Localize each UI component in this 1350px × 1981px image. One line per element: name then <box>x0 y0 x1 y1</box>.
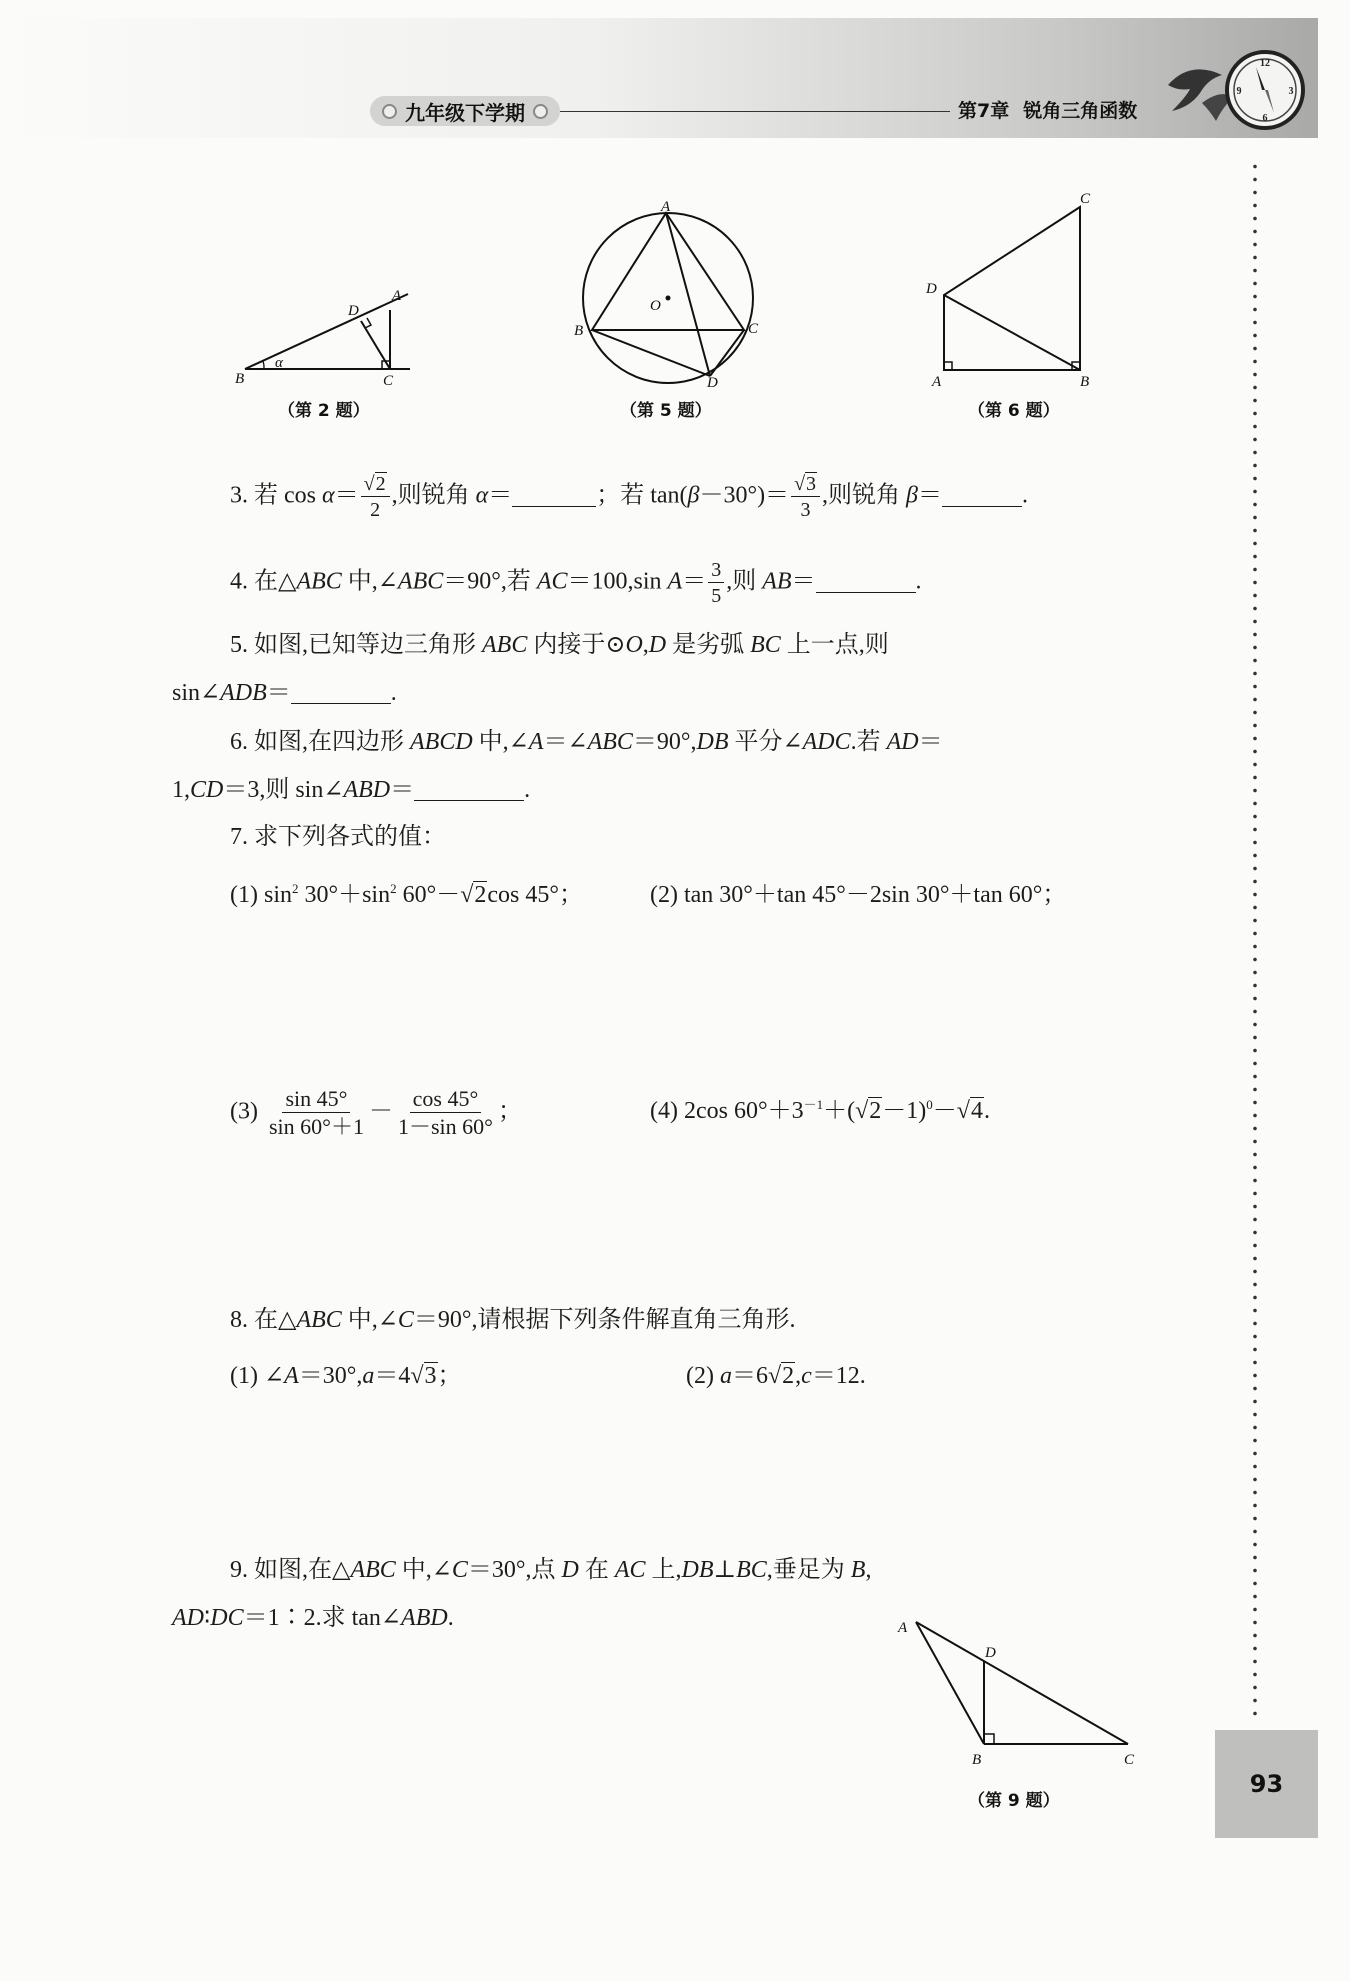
right-angle-mark <box>944 362 952 370</box>
label-B: B <box>1080 374 1090 390</box>
answer-blank[interactable] <box>942 484 1022 507</box>
header-rule <box>560 111 950 112</box>
quadrilateral-ABCD <box>944 207 1080 370</box>
page-number: 93 <box>1249 1770 1284 1798</box>
figure-6 <box>920 185 1100 395</box>
right-angle-mark <box>365 318 371 328</box>
label-D: D <box>926 281 937 297</box>
question-5-line-2: sin∠ADB＝ . <box>172 680 397 706</box>
question-6: 6. 如图,在四边形 ABCD 中,∠A＝∠ABC＝90°,DB 平分∠ADC.若 AD＝ <box>230 729 943 755</box>
label-C: C <box>1124 1752 1135 1768</box>
label-A: A <box>932 374 942 390</box>
compass-number: 9 <box>1236 86 1242 97</box>
label-D: D <box>707 375 718 391</box>
question-8-title: 8. 在△ABC 中,∠C＝90°,请根据下列条件解直角三角形. <box>230 1307 796 1333</box>
chapter-number: 第7章 <box>958 100 1010 122</box>
label-C: C <box>748 321 759 337</box>
line-DB <box>944 295 1080 370</box>
right-angle-mark <box>984 1734 994 1744</box>
label-A: A <box>898 1620 908 1636</box>
chapter-heading <box>958 96 1151 123</box>
grade-badge <box>370 96 560 126</box>
line-AD <box>666 213 710 376</box>
question-7-part-1: (1) $\sin^2 30^\circ+\sin^2$ 60°－√2cos 45°； <box>230 881 583 908</box>
figure-6-caption: （第 6 题） <box>968 401 1060 421</box>
page-number-tab <box>1215 1730 1318 1838</box>
line-AC <box>916 1622 1128 1744</box>
label-A: A <box>392 288 402 304</box>
pill-dot-icon <box>382 104 397 119</box>
margin-dotted-line <box>1252 160 1258 1720</box>
answer-blank[interactable] <box>512 484 596 507</box>
figure-9 <box>890 1610 1150 1780</box>
line-CD <box>710 330 744 376</box>
label-B: B <box>235 371 245 387</box>
figure-5 <box>570 195 770 395</box>
angle-arc <box>263 361 264 369</box>
answer-blank[interactable] <box>414 778 524 801</box>
question-4: 4. 在△ABC 中,∠ABC＝90°,若 AC＝100,sin A＝ $\frac{3}{5}$ ,则 AB＝ . <box>230 559 922 607</box>
answer-blank[interactable] <box>816 570 916 593</box>
question-6-line-2: 1,CD＝3,则 sin∠ABD＝ . <box>172 777 531 803</box>
label-C: C <box>1080 191 1091 207</box>
label-D: D <box>348 303 359 319</box>
label-O: O <box>650 298 661 314</box>
line-AB <box>916 1622 984 1744</box>
label-C: C <box>383 373 394 389</box>
runner-compass-logo <box>1160 45 1310 135</box>
label-alpha: α <box>275 355 283 371</box>
question-7-part-2: (2) tan 30°＋tan 45°－2sin 30°＋tan 60°； <box>650 882 1067 908</box>
question-9: 9. 如图,在△ABC 中,∠C＝30°,点 D 在 AC 上,DB⊥BC,垂足为 B, <box>230 1557 872 1583</box>
label-B: B <box>972 1752 982 1768</box>
question-5: 5. 如图,已知等边三角形 ABC 内接于⊙O,D 是劣弧 BC 上一点,则 <box>230 632 889 658</box>
compass-number: 6 <box>1262 113 1268 124</box>
line-BD <box>592 330 710 376</box>
figure-5-caption: （第 5 题） <box>620 401 712 421</box>
pill-dot-icon <box>533 104 548 119</box>
answer-blank[interactable] <box>291 681 391 704</box>
question-7-part-4: (4) 2cos $60^\circ+3^{-1}+(√2-1)^0-√4$. <box>650 1097 990 1124</box>
question-8-part-1: (1) ∠A＝30°,a＝4√3； <box>230 1363 462 1389</box>
center-point <box>666 296 671 301</box>
grade-label: 九年级下学期 <box>405 100 525 125</box>
compass-number: 3 <box>1288 86 1294 97</box>
figure-2 <box>230 280 420 390</box>
label-A: A <box>661 199 671 215</box>
compass-number: 12 <box>1260 58 1270 69</box>
label-D: D <box>985 1645 996 1661</box>
figure-9-caption: （第 9 题） <box>968 1791 1060 1811</box>
question-7-title: 7. 求下列各式的值： <box>230 824 446 850</box>
chapter-title: 锐角三角函数 <box>1023 100 1138 122</box>
question-9-line-2: AD∶DC＝1∶2.求 tan∠ABD. <box>172 1605 454 1631</box>
question-8-part-2: (2) a＝6√2,c＝12. <box>686 1363 866 1389</box>
question-3: 3. 若 cos α＝ $\frac{√2}{2}$ ,则锐角 α＝ ；若 tan(β－30°)＝ $\frac{√3}{3}$ ,则锐角 β＝ . <box>230 473 1028 521</box>
label-B: B <box>574 323 584 339</box>
figure-2-caption: （第 2 题） <box>278 401 370 421</box>
question-7-part-3: (3) $\frac{\sin 45^\circ}{\sin 60^\circ+1}$ － $\frac{\cos 45^\circ}{1-\sin 60^\circ}$ ； <box>230 1086 522 1139</box>
